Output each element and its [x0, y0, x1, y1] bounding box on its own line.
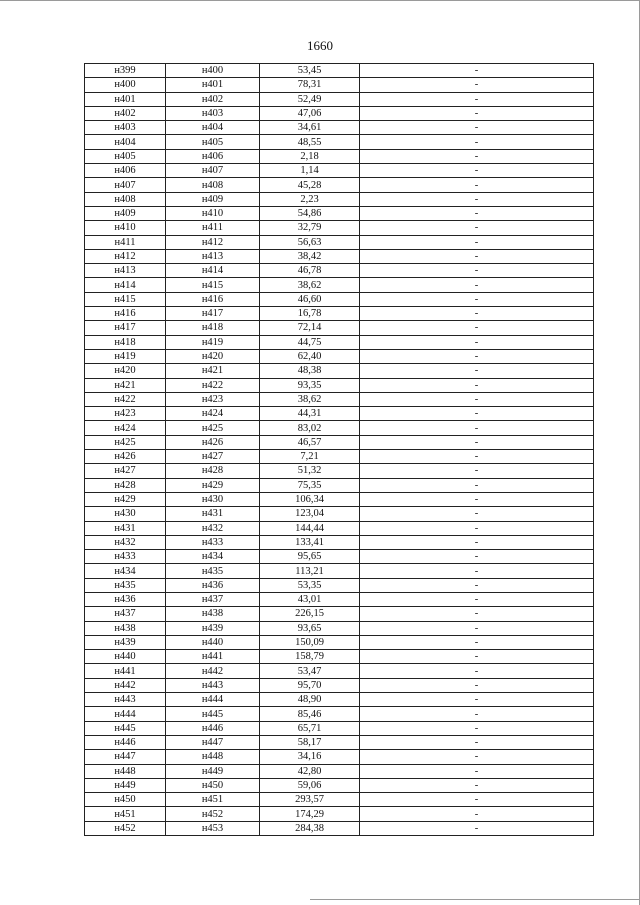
table-row: [85, 164, 594, 178]
note-cell: -: [360, 64, 594, 78]
note-cell: -: [360, 578, 594, 592]
note-cell: -: [360, 149, 594, 163]
note-cell: -: [360, 78, 594, 92]
note-cell: -: [360, 335, 594, 349]
table-row: [85, 750, 594, 764]
from-point-cell: н424: [85, 421, 166, 435]
table-row: [85, 435, 594, 449]
distance-cell: 42,80: [260, 764, 360, 778]
to-point-cell: н444: [166, 693, 260, 707]
note-cell: -: [360, 693, 594, 707]
note-cell: -: [360, 392, 594, 406]
to-point-cell: н418: [166, 321, 260, 335]
note-cell: -: [360, 507, 594, 521]
table-row: [85, 450, 594, 464]
table-row: [85, 521, 594, 535]
note-cell: -: [360, 407, 594, 421]
distance-cell: 54,86: [260, 206, 360, 220]
table-row: [85, 364, 594, 378]
table-row: [85, 278, 594, 292]
distance-cell: 62,40: [260, 349, 360, 363]
to-point-cell: н437: [166, 592, 260, 606]
from-point-cell: н425: [85, 435, 166, 449]
to-point-cell: н409: [166, 192, 260, 206]
from-point-cell: н403: [85, 121, 166, 135]
to-point-cell: н432: [166, 521, 260, 535]
to-point-cell: н408: [166, 178, 260, 192]
from-point-cell: н436: [85, 592, 166, 606]
table-row: [85, 349, 594, 363]
coordinates-table: [84, 63, 594, 836]
distance-cell: 150,09: [260, 635, 360, 649]
to-point-cell: н431: [166, 507, 260, 521]
from-point-cell: н420: [85, 364, 166, 378]
to-point-cell: н429: [166, 478, 260, 492]
distance-cell: 48,55: [260, 135, 360, 149]
from-point-cell: н447: [85, 750, 166, 764]
distance-cell: 2,23: [260, 192, 360, 206]
note-cell: -: [360, 550, 594, 564]
table-row: [85, 307, 594, 321]
to-point-cell: н417: [166, 307, 260, 321]
to-point-cell: н406: [166, 149, 260, 163]
distance-cell: 44,75: [260, 335, 360, 349]
table-row: [85, 321, 594, 335]
from-point-cell: н409: [85, 206, 166, 220]
table-row: [85, 492, 594, 506]
distance-cell: 45,28: [260, 178, 360, 192]
table-row: [85, 607, 594, 621]
to-point-cell: н412: [166, 235, 260, 249]
to-point-cell: н435: [166, 564, 260, 578]
note-cell: -: [360, 764, 594, 778]
from-point-cell: н449: [85, 778, 166, 792]
distance-cell: 75,35: [260, 478, 360, 492]
distance-cell: 106,34: [260, 492, 360, 506]
to-point-cell: н402: [166, 92, 260, 106]
note-cell: -: [360, 292, 594, 306]
to-point-cell: н436: [166, 578, 260, 592]
to-point-cell: н428: [166, 464, 260, 478]
note-cell: -: [360, 378, 594, 392]
table-row: [85, 421, 594, 435]
from-point-cell: н450: [85, 793, 166, 807]
note-cell: -: [360, 535, 594, 549]
note-cell: -: [360, 121, 594, 135]
table-row: [85, 192, 594, 206]
table-row: [85, 221, 594, 235]
table-row: [85, 778, 594, 792]
note-cell: -: [360, 607, 594, 621]
table-row: [85, 92, 594, 106]
note-cell: -: [360, 349, 594, 363]
from-point-cell: н406: [85, 164, 166, 178]
to-point-cell: н416: [166, 292, 260, 306]
to-point-cell: н426: [166, 435, 260, 449]
from-point-cell: н427: [85, 464, 166, 478]
distance-cell: 46,78: [260, 264, 360, 278]
table-row: [85, 235, 594, 249]
table-row: [85, 149, 594, 163]
note-cell: -: [360, 307, 594, 321]
note-cell: -: [360, 707, 594, 721]
distance-cell: 16,78: [260, 307, 360, 321]
note-cell: -: [360, 264, 594, 278]
note-cell: -: [360, 793, 594, 807]
to-point-cell: н407: [166, 164, 260, 178]
from-point-cell: н416: [85, 307, 166, 321]
table-row: [85, 592, 594, 606]
table-row: [85, 578, 594, 592]
distance-cell: 46,60: [260, 292, 360, 306]
to-point-cell: н415: [166, 278, 260, 292]
to-point-cell: н400: [166, 64, 260, 78]
to-point-cell: н449: [166, 764, 260, 778]
distance-cell: 123,04: [260, 507, 360, 521]
distance-cell: 2,18: [260, 149, 360, 163]
from-point-cell: н402: [85, 106, 166, 120]
from-point-cell: н413: [85, 264, 166, 278]
table-row: [85, 249, 594, 263]
to-point-cell: н424: [166, 407, 260, 421]
note-cell: -: [360, 650, 594, 664]
table-row: [85, 64, 594, 78]
from-point-cell: н448: [85, 764, 166, 778]
page-border-bottom: [310, 899, 640, 900]
to-point-cell: н453: [166, 821, 260, 835]
note-cell: -: [360, 778, 594, 792]
from-point-cell: н430: [85, 507, 166, 521]
to-point-cell: н413: [166, 249, 260, 263]
from-point-cell: н429: [85, 492, 166, 506]
table-row: [85, 635, 594, 649]
to-point-cell: н423: [166, 392, 260, 406]
to-point-cell: н427: [166, 450, 260, 464]
distance-cell: 34,61: [260, 121, 360, 135]
note-cell: -: [360, 592, 594, 606]
to-point-cell: н425: [166, 421, 260, 435]
from-point-cell: н451: [85, 807, 166, 821]
note-cell: -: [360, 321, 594, 335]
note-cell: -: [360, 564, 594, 578]
table-row: [85, 621, 594, 635]
to-point-cell: н422: [166, 378, 260, 392]
from-point-cell: н412: [85, 249, 166, 263]
distance-cell: 52,49: [260, 92, 360, 106]
distance-cell: 284,38: [260, 821, 360, 835]
table-row: [85, 821, 594, 835]
distance-cell: 34,16: [260, 750, 360, 764]
to-point-cell: н450: [166, 778, 260, 792]
to-point-cell: н433: [166, 535, 260, 549]
from-point-cell: н426: [85, 450, 166, 464]
from-point-cell: н418: [85, 335, 166, 349]
from-point-cell: н434: [85, 564, 166, 578]
to-point-cell: н403: [166, 106, 260, 120]
table-row: [85, 664, 594, 678]
distance-cell: 293,57: [260, 793, 360, 807]
distance-cell: 38,62: [260, 278, 360, 292]
to-point-cell: н448: [166, 750, 260, 764]
table-row: [85, 407, 594, 421]
distance-cell: 65,71: [260, 721, 360, 735]
table-row: [85, 378, 594, 392]
from-point-cell: н435: [85, 578, 166, 592]
distance-cell: 53,45: [260, 64, 360, 78]
to-point-cell: н451: [166, 793, 260, 807]
to-point-cell: н438: [166, 607, 260, 621]
table-row: [85, 78, 594, 92]
from-point-cell: н445: [85, 721, 166, 735]
from-point-cell: н423: [85, 407, 166, 421]
distance-cell: 144,44: [260, 521, 360, 535]
table-row: [85, 178, 594, 192]
from-point-cell: н437: [85, 607, 166, 621]
distance-cell: 59,06: [260, 778, 360, 792]
table-row: [85, 550, 594, 564]
from-point-cell: н443: [85, 693, 166, 707]
from-point-cell: н441: [85, 664, 166, 678]
table-row: [85, 693, 594, 707]
from-point-cell: н431: [85, 521, 166, 535]
to-point-cell: н419: [166, 335, 260, 349]
note-cell: -: [360, 178, 594, 192]
from-point-cell: н428: [85, 478, 166, 492]
note-cell: -: [360, 478, 594, 492]
note-cell: -: [360, 92, 594, 106]
page-number: 1660: [307, 38, 333, 53]
distance-cell: 51,32: [260, 464, 360, 478]
from-point-cell: н446: [85, 735, 166, 749]
table-row: [85, 764, 594, 778]
note-cell: -: [360, 621, 594, 635]
to-point-cell: н430: [166, 492, 260, 506]
distance-cell: 47,06: [260, 106, 360, 120]
to-point-cell: н401: [166, 78, 260, 92]
distance-cell: 95,65: [260, 550, 360, 564]
from-point-cell: н452: [85, 821, 166, 835]
distance-cell: 95,70: [260, 678, 360, 692]
table-row: [85, 206, 594, 220]
note-cell: -: [360, 249, 594, 263]
distance-cell: 53,47: [260, 664, 360, 678]
distance-cell: 48,38: [260, 364, 360, 378]
table-body: [85, 64, 594, 836]
from-point-cell: н440: [85, 650, 166, 664]
from-point-cell: н438: [85, 621, 166, 635]
table-row: [85, 564, 594, 578]
to-point-cell: н447: [166, 735, 260, 749]
table-row: [85, 478, 594, 492]
note-cell: -: [360, 492, 594, 506]
from-point-cell: н417: [85, 321, 166, 335]
to-point-cell: н452: [166, 807, 260, 821]
distance-cell: 72,14: [260, 321, 360, 335]
from-point-cell: н404: [85, 135, 166, 149]
to-point-cell: н411: [166, 221, 260, 235]
from-point-cell: н399: [85, 64, 166, 78]
to-point-cell: н445: [166, 707, 260, 721]
note-cell: -: [360, 235, 594, 249]
distance-cell: 93,35: [260, 378, 360, 392]
to-point-cell: н439: [166, 621, 260, 635]
distance-cell: 58,17: [260, 735, 360, 749]
note-cell: -: [360, 635, 594, 649]
note-cell: -: [360, 221, 594, 235]
distance-cell: 133,41: [260, 535, 360, 549]
distance-cell: 43,01: [260, 592, 360, 606]
distance-cell: 44,31: [260, 407, 360, 421]
table-row: [85, 335, 594, 349]
to-point-cell: н441: [166, 650, 260, 664]
distance-cell: 38,62: [260, 392, 360, 406]
from-point-cell: н444: [85, 707, 166, 721]
from-point-cell: н439: [85, 635, 166, 649]
table-row: [85, 650, 594, 664]
distance-cell: 38,42: [260, 249, 360, 263]
note-cell: -: [360, 135, 594, 149]
to-point-cell: н442: [166, 664, 260, 678]
note-cell: -: [360, 821, 594, 835]
note-cell: -: [360, 106, 594, 120]
distance-cell: 48,90: [260, 693, 360, 707]
from-point-cell: н405: [85, 149, 166, 163]
from-point-cell: н408: [85, 192, 166, 206]
to-point-cell: н420: [166, 349, 260, 363]
note-cell: -: [360, 807, 594, 821]
table-row: [85, 292, 594, 306]
page-border-top: [0, 0, 640, 1]
to-point-cell: н440: [166, 635, 260, 649]
distance-cell: 46,57: [260, 435, 360, 449]
distance-cell: 85,46: [260, 707, 360, 721]
from-point-cell: н410: [85, 221, 166, 235]
from-point-cell: н415: [85, 292, 166, 306]
note-cell: -: [360, 721, 594, 735]
distance-cell: 93,65: [260, 621, 360, 635]
note-cell: -: [360, 464, 594, 478]
to-point-cell: н410: [166, 206, 260, 220]
note-cell: -: [360, 450, 594, 464]
distance-cell: 226,15: [260, 607, 360, 621]
table-row: [85, 735, 594, 749]
note-cell: -: [360, 750, 594, 764]
distance-cell: 174,29: [260, 807, 360, 821]
from-point-cell: н414: [85, 278, 166, 292]
note-cell: -: [360, 521, 594, 535]
distance-cell: 78,31: [260, 78, 360, 92]
from-point-cell: н407: [85, 178, 166, 192]
from-point-cell: н442: [85, 678, 166, 692]
to-point-cell: н405: [166, 135, 260, 149]
note-cell: -: [360, 435, 594, 449]
table-row: [85, 793, 594, 807]
table-row: [85, 392, 594, 406]
to-point-cell: н434: [166, 550, 260, 564]
to-point-cell: н446: [166, 721, 260, 735]
note-cell: -: [360, 206, 594, 220]
to-point-cell: н414: [166, 264, 260, 278]
from-point-cell: н433: [85, 550, 166, 564]
note-cell: -: [360, 164, 594, 178]
table-row: [85, 721, 594, 735]
from-point-cell: н411: [85, 235, 166, 249]
table-row: [85, 464, 594, 478]
from-point-cell: н400: [85, 78, 166, 92]
distance-cell: 113,21: [260, 564, 360, 578]
table-row: [85, 678, 594, 692]
distance-cell: 83,02: [260, 421, 360, 435]
table-row: [85, 707, 594, 721]
to-point-cell: н443: [166, 678, 260, 692]
note-cell: -: [360, 192, 594, 206]
note-cell: -: [360, 364, 594, 378]
from-point-cell: н422: [85, 392, 166, 406]
note-cell: -: [360, 664, 594, 678]
to-point-cell: н421: [166, 364, 260, 378]
note-cell: -: [360, 421, 594, 435]
table-row: [85, 135, 594, 149]
note-cell: -: [360, 678, 594, 692]
table-row: [85, 264, 594, 278]
table-row: [85, 106, 594, 120]
distance-cell: 158,79: [260, 650, 360, 664]
from-point-cell: н421: [85, 378, 166, 392]
distance-cell: 53,35: [260, 578, 360, 592]
to-point-cell: н404: [166, 121, 260, 135]
from-point-cell: н419: [85, 349, 166, 363]
table-row: [85, 121, 594, 135]
table-row: [85, 507, 594, 521]
note-cell: -: [360, 278, 594, 292]
table-row: [85, 535, 594, 549]
from-point-cell: н432: [85, 535, 166, 549]
note-cell: -: [360, 735, 594, 749]
distance-cell: 7,21: [260, 450, 360, 464]
distance-cell: 32,79: [260, 221, 360, 235]
distance-cell: 56,63: [260, 235, 360, 249]
table-row: [85, 807, 594, 821]
distance-cell: 1,14: [260, 164, 360, 178]
from-point-cell: н401: [85, 92, 166, 106]
